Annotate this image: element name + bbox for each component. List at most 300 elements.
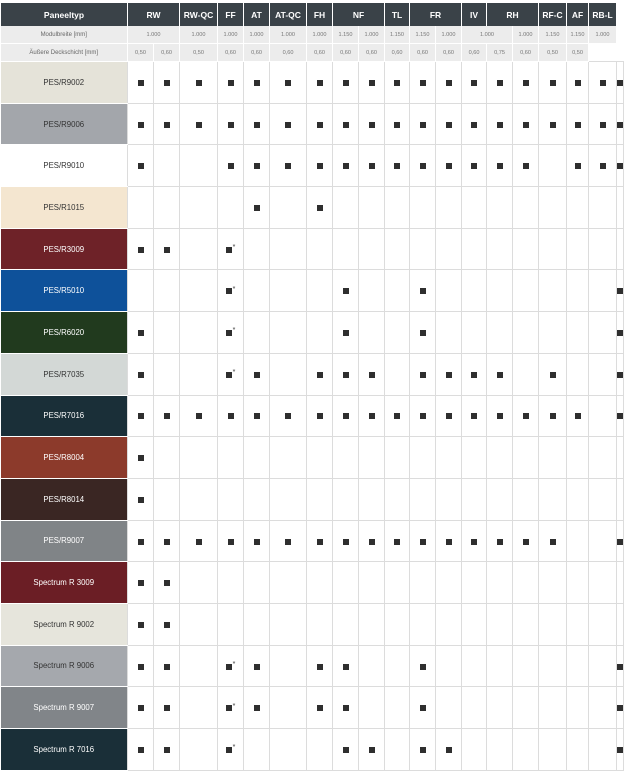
availability-cell xyxy=(128,103,154,145)
table-row xyxy=(1,562,624,604)
group-header-ff: FF xyxy=(218,3,244,26)
availability-mark-icon xyxy=(446,80,452,86)
availability-mark-icon xyxy=(228,163,234,169)
footnote-star: * xyxy=(232,327,236,335)
availability-cell xyxy=(513,103,539,145)
availability-cell xyxy=(307,62,333,104)
group-header-at-qc: AT-QC xyxy=(270,3,307,26)
deckschicht-value: 0,60 xyxy=(513,44,539,62)
availability-cell xyxy=(333,395,359,437)
availability-cell xyxy=(410,562,436,604)
availability-mark-icon xyxy=(196,80,202,86)
availability-cell xyxy=(180,395,218,437)
availability-cell xyxy=(410,687,436,729)
availability-cell xyxy=(539,437,567,479)
availability-cell xyxy=(436,62,462,104)
availability-cell xyxy=(589,645,617,687)
color-swatch-label: PES/R6020 xyxy=(1,312,128,354)
availability-mark-icon xyxy=(317,664,323,670)
deckschicht-value: 0,60 xyxy=(154,44,180,62)
availability-mark-icon xyxy=(471,539,477,545)
availability-cell xyxy=(359,645,385,687)
availability-cell xyxy=(462,228,487,270)
availability-cell xyxy=(270,62,307,104)
availability-cell xyxy=(462,729,487,771)
availability-cell xyxy=(539,103,567,145)
availability-cell xyxy=(567,478,589,520)
deckschicht-label: Äußere Deckschicht [mm] xyxy=(1,44,128,62)
color-swatch-label: Spectrum R 9002 xyxy=(1,603,128,645)
availability-cell xyxy=(307,145,333,187)
table-row xyxy=(1,228,624,270)
availability-cell xyxy=(410,62,436,104)
availability-mark-icon xyxy=(617,80,623,86)
availability-cell xyxy=(410,729,436,771)
availability-cell xyxy=(436,520,462,562)
availability-cell xyxy=(567,562,589,604)
availability-cell xyxy=(567,145,589,187)
availability-cell xyxy=(180,187,218,229)
deckschicht-value: 0,60 xyxy=(333,44,359,62)
availability-cell xyxy=(244,312,270,354)
availability-mark-icon xyxy=(164,580,170,586)
table-row xyxy=(1,395,624,437)
availability-cell xyxy=(436,103,462,145)
availability-mark-icon xyxy=(420,539,426,545)
availability-cell xyxy=(359,603,385,645)
availability-cell xyxy=(244,187,270,229)
availability-cell xyxy=(333,478,359,520)
availability-mark-icon xyxy=(369,413,375,419)
availability-cell xyxy=(128,562,154,604)
availability-cell xyxy=(128,312,154,354)
availability-cell xyxy=(359,729,385,771)
availability-cell xyxy=(244,478,270,520)
availability-cell xyxy=(180,270,218,312)
availability-cell xyxy=(539,312,567,354)
group-header-iv: IV xyxy=(462,3,487,26)
availability-cell xyxy=(567,437,589,479)
availability-mark-icon xyxy=(497,539,503,545)
color-swatch-label: PES/R9002 xyxy=(1,62,128,104)
availability-cell xyxy=(513,729,539,771)
footnote-star: * xyxy=(232,660,236,668)
group-header-rb-l: RB-L xyxy=(589,3,617,26)
availability-cell xyxy=(128,353,154,395)
availability-cell xyxy=(436,645,462,687)
availability-cell xyxy=(270,520,307,562)
availability-mark-icon xyxy=(369,539,375,545)
availability-cell xyxy=(333,270,359,312)
availability-cell xyxy=(385,145,410,187)
availability-cell xyxy=(333,187,359,229)
group-header-nf: NF xyxy=(333,3,385,26)
availability-cell xyxy=(128,645,154,687)
availability-cell xyxy=(180,62,218,104)
availability-cell xyxy=(218,270,244,312)
availability-cell xyxy=(539,562,567,604)
availability-mark-icon xyxy=(600,80,606,86)
availability-mark-icon xyxy=(471,80,477,86)
availability-mark-icon xyxy=(497,372,503,378)
availability-cell xyxy=(333,353,359,395)
footnote-star: * xyxy=(232,702,236,710)
availability-cell xyxy=(589,520,617,562)
availability-cell xyxy=(436,187,462,229)
availability-mark-icon xyxy=(164,247,170,253)
color-swatch-label: PES/R9010 xyxy=(1,145,128,187)
availability-cell xyxy=(513,312,539,354)
availability-mark-icon xyxy=(523,413,529,419)
availability-cell xyxy=(218,603,244,645)
availability-cell xyxy=(333,103,359,145)
availability-mark-icon xyxy=(138,622,144,628)
availability-cell xyxy=(539,270,567,312)
availability-mark-icon xyxy=(446,539,452,545)
availability-cell xyxy=(617,353,624,395)
availability-mark-icon xyxy=(420,80,426,86)
color-swatch-label: PES/R8014 xyxy=(1,478,128,520)
availability-mark-icon xyxy=(369,372,375,378)
availability-cell xyxy=(462,687,487,729)
availability-mark-icon xyxy=(317,705,323,711)
deckschicht-value: 0,60 xyxy=(462,44,487,62)
availability-mark-icon xyxy=(446,122,452,128)
availability-cell xyxy=(128,729,154,771)
availability-mark-icon xyxy=(226,747,232,753)
color-swatch-label: PES/R3009 xyxy=(1,228,128,270)
deckschicht-value: 0,60 xyxy=(218,44,244,62)
availability-cell xyxy=(487,562,513,604)
availability-mark-icon xyxy=(471,122,477,128)
availability-cell xyxy=(270,729,307,771)
color-swatch-label: PES/R8004 xyxy=(1,437,128,479)
availability-mark-icon xyxy=(369,163,375,169)
availability-cell xyxy=(218,353,244,395)
availability-mark-icon xyxy=(164,80,170,86)
color-swatch-label: PES/R1015 xyxy=(1,187,128,229)
availability-mark-icon xyxy=(317,163,323,169)
availability-mark-icon xyxy=(228,539,234,545)
availability-mark-icon xyxy=(164,122,170,128)
availability-cell xyxy=(410,312,436,354)
color-swatch-label: PES/R5010 xyxy=(1,270,128,312)
availability-mark-icon xyxy=(138,539,144,545)
availability-cell xyxy=(385,312,410,354)
availability-cell xyxy=(513,645,539,687)
availability-cell xyxy=(410,145,436,187)
paneltype-compatibility-table xyxy=(0,3,624,771)
availability-mark-icon xyxy=(523,539,529,545)
availability-cell xyxy=(487,312,513,354)
availability-cell xyxy=(487,437,513,479)
availability-cell xyxy=(617,562,624,604)
deckschicht-value: 0,60 xyxy=(436,44,462,62)
availability-cell xyxy=(307,270,333,312)
footnote-star: * xyxy=(232,744,236,752)
availability-cell xyxy=(539,145,567,187)
availability-mark-icon xyxy=(471,163,477,169)
availability-mark-icon xyxy=(138,163,144,169)
availability-cell xyxy=(436,478,462,520)
availability-mark-icon xyxy=(343,747,349,753)
availability-mark-icon xyxy=(138,747,144,753)
availability-cell xyxy=(589,62,617,104)
availability-cell xyxy=(244,687,270,729)
availability-cell xyxy=(244,353,270,395)
availability-cell xyxy=(410,228,436,270)
availability-cell xyxy=(410,187,436,229)
availability-cell xyxy=(333,228,359,270)
availability-cell xyxy=(617,270,624,312)
availability-cell xyxy=(154,187,180,229)
availability-mark-icon xyxy=(317,80,323,86)
paneltype-header: Paneeltyp xyxy=(1,3,128,26)
availability-cell xyxy=(385,729,410,771)
availability-cell xyxy=(154,312,180,354)
color-swatch-label: PES/R7035 xyxy=(1,353,128,395)
availability-cell xyxy=(589,103,617,145)
availability-cell xyxy=(154,687,180,729)
availability-cell xyxy=(567,729,589,771)
availability-mark-icon xyxy=(164,664,170,670)
availability-cell xyxy=(244,395,270,437)
availability-mark-icon xyxy=(254,122,260,128)
availability-mark-icon xyxy=(138,580,144,586)
availability-cell xyxy=(128,270,154,312)
availability-cell xyxy=(307,187,333,229)
availability-cell xyxy=(244,145,270,187)
table-row xyxy=(1,270,624,312)
availability-mark-icon xyxy=(394,539,400,545)
availability-mark-icon xyxy=(420,122,426,128)
group-header-rf-c: RF-C xyxy=(539,3,567,26)
availability-cell xyxy=(359,62,385,104)
availability-cell xyxy=(270,145,307,187)
availability-mark-icon xyxy=(446,747,452,753)
availability-cell xyxy=(180,645,218,687)
availability-cell xyxy=(128,395,154,437)
availability-cell xyxy=(307,729,333,771)
modulbreite-value: 1.150 xyxy=(385,26,410,44)
modulbreite-value: 1.000 xyxy=(270,26,307,44)
availability-cell xyxy=(244,645,270,687)
deckschicht-value: 0,50 xyxy=(180,44,218,62)
availability-mark-icon xyxy=(617,288,623,294)
modulbreite-row xyxy=(1,26,624,44)
availability-cell xyxy=(410,103,436,145)
availability-mark-icon xyxy=(343,664,349,670)
availability-mark-icon xyxy=(617,747,623,753)
availability-cell xyxy=(359,312,385,354)
availability-cell xyxy=(154,520,180,562)
deckschicht-value: 0,50 xyxy=(539,44,567,62)
availability-cell xyxy=(487,145,513,187)
modulbreite-value: 1.150 xyxy=(567,26,589,44)
color-swatch-label: PES/R9006 xyxy=(1,103,128,145)
availability-cell xyxy=(513,395,539,437)
availability-cell xyxy=(513,353,539,395)
availability-cell xyxy=(539,187,567,229)
table-row xyxy=(1,187,624,229)
availability-cell xyxy=(462,603,487,645)
availability-cell xyxy=(180,562,218,604)
availability-cell xyxy=(244,62,270,104)
availability-cell xyxy=(218,228,244,270)
modulbreite-value: 1.000 xyxy=(462,26,513,44)
group-header-fh: FH xyxy=(307,3,333,26)
availability-mark-icon xyxy=(497,122,503,128)
group-header-tl: TL xyxy=(385,3,410,26)
availability-cell xyxy=(218,729,244,771)
availability-cell xyxy=(567,312,589,354)
availability-mark-icon xyxy=(420,705,426,711)
availability-mark-icon xyxy=(317,413,323,419)
availability-cell xyxy=(385,103,410,145)
availability-mark-icon xyxy=(420,413,426,419)
availability-cell xyxy=(307,562,333,604)
availability-mark-icon xyxy=(343,163,349,169)
availability-mark-icon xyxy=(343,372,349,378)
availability-cell xyxy=(513,228,539,270)
availability-cell xyxy=(333,62,359,104)
availability-mark-icon xyxy=(369,80,375,86)
availability-cell xyxy=(410,645,436,687)
availability-cell xyxy=(359,437,385,479)
color-swatch-label: Spectrum R 9007 xyxy=(1,687,128,729)
availability-cell xyxy=(218,103,244,145)
availability-mark-icon xyxy=(164,539,170,545)
availability-cell xyxy=(410,520,436,562)
color-swatch-label: PES/R9007 xyxy=(1,520,128,562)
availability-cell xyxy=(244,729,270,771)
modulbreite-value: 1.000 xyxy=(180,26,218,44)
availability-cell xyxy=(154,353,180,395)
modulbreite-value: 1.000 xyxy=(589,26,617,44)
availability-mark-icon xyxy=(523,163,529,169)
availability-cell xyxy=(154,478,180,520)
availability-cell xyxy=(218,312,244,354)
availability-cell xyxy=(180,520,218,562)
availability-mark-icon xyxy=(226,372,232,378)
availability-cell xyxy=(462,395,487,437)
availability-mark-icon xyxy=(285,163,291,169)
modulbreite-value: 1.000 xyxy=(359,26,385,44)
availability-cell xyxy=(180,729,218,771)
availability-cell xyxy=(244,103,270,145)
table-row xyxy=(1,478,624,520)
availability-mark-icon xyxy=(254,163,260,169)
availability-mark-icon xyxy=(617,163,623,169)
modulbreite-value: 1.150 xyxy=(539,26,567,44)
availability-cell xyxy=(410,353,436,395)
availability-cell xyxy=(539,395,567,437)
availability-cell xyxy=(385,270,410,312)
availability-cell xyxy=(487,103,513,145)
availability-cell xyxy=(617,729,624,771)
availability-cell xyxy=(244,520,270,562)
availability-cell xyxy=(307,353,333,395)
availability-cell xyxy=(462,437,487,479)
availability-cell xyxy=(589,562,617,604)
availability-cell xyxy=(462,645,487,687)
availability-cell xyxy=(539,645,567,687)
page xyxy=(0,3,624,771)
availability-cell xyxy=(589,687,617,729)
header-row xyxy=(1,3,624,26)
availability-cell xyxy=(180,687,218,729)
availability-mark-icon xyxy=(226,330,232,336)
deckschicht-value: 0,60 xyxy=(244,44,270,62)
availability-cell xyxy=(462,562,487,604)
availability-cell xyxy=(436,270,462,312)
availability-cell xyxy=(385,395,410,437)
availability-mark-icon xyxy=(254,539,260,545)
availability-cell xyxy=(617,145,624,187)
modulbreite-label: Modulbreite [mm] xyxy=(1,26,128,44)
availability-mark-icon xyxy=(497,163,503,169)
availability-cell xyxy=(359,228,385,270)
availability-mark-icon xyxy=(343,288,349,294)
availability-mark-icon xyxy=(343,705,349,711)
availability-mark-icon xyxy=(497,413,503,419)
availability-mark-icon xyxy=(617,413,623,419)
availability-cell xyxy=(567,270,589,312)
availability-cell xyxy=(436,603,462,645)
availability-mark-icon xyxy=(420,288,426,294)
modulbreite-value: 1.000 xyxy=(436,26,462,44)
availability-cell xyxy=(487,353,513,395)
availability-cell xyxy=(513,478,539,520)
availability-mark-icon xyxy=(420,664,426,670)
availability-mark-icon xyxy=(617,664,623,670)
availability-cell xyxy=(359,562,385,604)
availability-cell xyxy=(567,62,589,104)
availability-mark-icon xyxy=(317,539,323,545)
availability-mark-icon xyxy=(138,247,144,253)
availability-mark-icon xyxy=(617,705,623,711)
deckschicht-value: 0,60 xyxy=(410,44,436,62)
availability-cell xyxy=(385,62,410,104)
availability-cell xyxy=(218,437,244,479)
availability-cell xyxy=(154,729,180,771)
availability-mark-icon xyxy=(617,539,623,545)
availability-mark-icon xyxy=(138,80,144,86)
availability-cell xyxy=(270,312,307,354)
color-swatch-label: Spectrum R 3009 xyxy=(1,562,128,604)
availability-cell xyxy=(307,645,333,687)
footnote-star: * xyxy=(232,244,236,252)
availability-cell xyxy=(154,562,180,604)
availability-cell xyxy=(180,353,218,395)
availability-mark-icon xyxy=(575,80,581,86)
availability-cell xyxy=(307,312,333,354)
availability-mark-icon xyxy=(138,372,144,378)
availability-cell xyxy=(385,603,410,645)
availability-cell xyxy=(154,145,180,187)
modulbreite-value: 1.000 xyxy=(513,26,539,44)
deckschicht-value: 0,60 xyxy=(270,44,307,62)
availability-cell xyxy=(333,145,359,187)
availability-cell xyxy=(617,395,624,437)
availability-cell xyxy=(617,187,624,229)
availability-mark-icon xyxy=(394,163,400,169)
availability-cell xyxy=(410,437,436,479)
availability-mark-icon xyxy=(550,539,556,545)
availability-cell xyxy=(487,520,513,562)
availability-mark-icon xyxy=(394,122,400,128)
availability-cell xyxy=(244,228,270,270)
